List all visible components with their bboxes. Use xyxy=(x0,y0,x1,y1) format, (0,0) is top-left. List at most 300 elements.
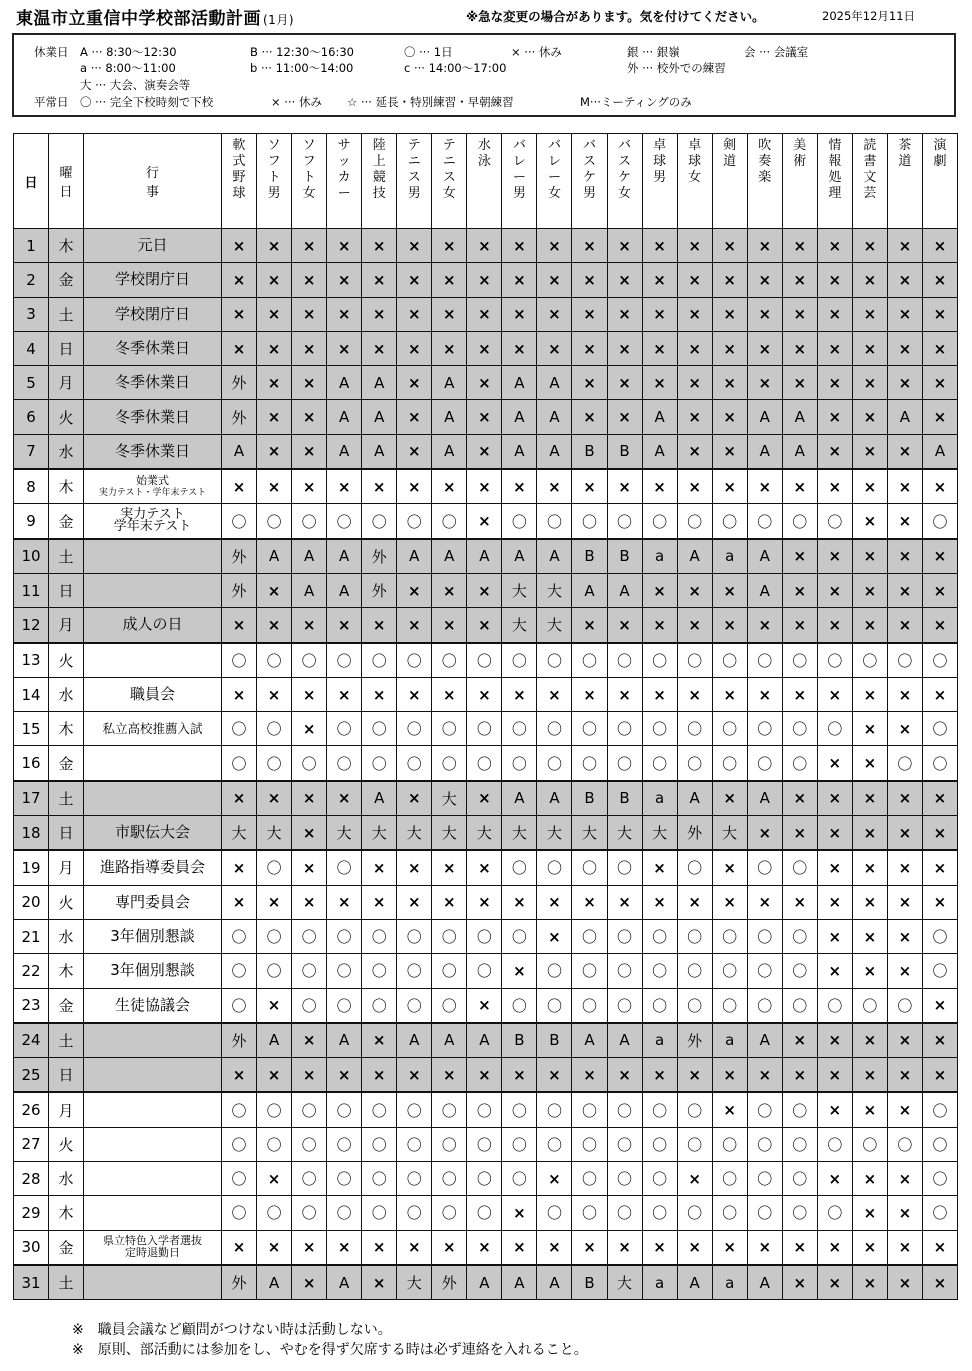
table-row xyxy=(14,643,958,678)
cell-activity: 〇 xyxy=(502,919,537,953)
cell-activity: × xyxy=(327,781,362,816)
cell-activity: × xyxy=(397,677,432,711)
cell-activity: 大 xyxy=(502,573,537,607)
cell-activity: 外 xyxy=(677,1023,712,1058)
cell-activity: × xyxy=(327,885,362,919)
cell-event: 元日 xyxy=(84,229,222,263)
cell-activity: × xyxy=(292,434,327,469)
cell-event: 冬季休業日 xyxy=(84,366,222,400)
cell-activity: × xyxy=(292,608,327,643)
cell-activity: × xyxy=(467,400,502,434)
cell-activity: × xyxy=(712,297,747,331)
cell-activity: 〇 xyxy=(257,1127,292,1161)
cell-activity: 〇 xyxy=(222,1092,257,1127)
cell-event xyxy=(84,1162,222,1196)
cell-activity: 〇 xyxy=(572,746,607,781)
cell-activity: × xyxy=(782,816,817,851)
cell-activity: A xyxy=(397,1023,432,1058)
cell-activity: × xyxy=(677,400,712,434)
cell-dow: 土 xyxy=(49,1023,84,1058)
header-club-char: 女 xyxy=(302,186,316,201)
cell-activity: 〇 xyxy=(677,504,712,539)
cell-dow: 水 xyxy=(49,919,84,953)
cell-activity: × xyxy=(677,885,712,919)
cell-activity: × xyxy=(432,229,467,263)
cell-activity: A xyxy=(572,573,607,607)
cell-activity: 〇 xyxy=(292,504,327,539)
header-club-char: 奏 xyxy=(758,154,772,169)
cell-activity: 〇 xyxy=(712,1196,747,1230)
cell-activity: 〇 xyxy=(257,1196,292,1230)
cell-event xyxy=(84,504,222,539)
header-club-char: 美 xyxy=(793,138,807,153)
cell-activity: × xyxy=(817,1092,852,1127)
cell-activity: × xyxy=(852,608,887,643)
cell-activity: × xyxy=(642,263,677,297)
cell-activity: × xyxy=(572,263,607,297)
table-row xyxy=(14,1023,958,1058)
cell-activity: × xyxy=(292,1058,327,1093)
cell-activity: × xyxy=(852,919,887,953)
cell-activity: × xyxy=(852,1058,887,1093)
cell-activity: A xyxy=(327,434,362,469)
cell-activity: × xyxy=(257,1058,292,1093)
cell-day: 8 xyxy=(14,469,49,504)
cell-activity: 〇 xyxy=(397,643,432,678)
cell-activity: × xyxy=(222,677,257,711)
cell-activity: × xyxy=(607,297,642,331)
cell-activity: × xyxy=(712,1092,747,1127)
header-club xyxy=(817,134,852,229)
cell-activity: 〇 xyxy=(572,988,607,1023)
legend-M: M···ミーティングのみ xyxy=(580,95,692,109)
cell-activity: 大 xyxy=(712,816,747,851)
cell-activity: B xyxy=(572,1265,607,1300)
cell-activity: × xyxy=(887,366,922,400)
cell-activity: × xyxy=(852,746,887,781)
legend-star: ☆ ··· 延長・特別練習・早朝練習 xyxy=(347,95,514,109)
cell-activity: × xyxy=(677,297,712,331)
page-title xyxy=(16,4,294,29)
cell-activity: 〇 xyxy=(572,1196,607,1230)
cell-activity: × xyxy=(782,781,817,816)
cell-activity: 〇 xyxy=(712,1127,747,1161)
event-line-2: 定時退勤日 xyxy=(125,1246,180,1260)
cell-activity: A xyxy=(292,539,327,574)
cell-activity: A xyxy=(537,434,572,469)
cell-activity: × xyxy=(922,573,957,607)
cell-activity: 〇 xyxy=(782,919,817,953)
legend-c: c ··· 14:00〜17:00 xyxy=(404,61,507,75)
cell-activity: × xyxy=(712,366,747,400)
cell-activity: × xyxy=(292,850,327,885)
cell-activity: × xyxy=(362,1023,397,1058)
header-club xyxy=(467,134,502,229)
cell-activity: 〇 xyxy=(432,988,467,1023)
cell-activity: a xyxy=(712,1265,747,1300)
event-line-2: 実力テスト・学年末テスト xyxy=(98,487,207,498)
legend-X-weekday: × ··· 休み xyxy=(271,95,322,109)
change-notice: ※急な変更の場合があります。気を付けてください。 xyxy=(466,9,765,24)
cell-activity: × xyxy=(817,850,852,885)
cell-activity: 〇 xyxy=(397,1092,432,1127)
cell-activity: × xyxy=(852,954,887,988)
cell-activity: × xyxy=(572,366,607,400)
table-row xyxy=(14,919,958,953)
header-club xyxy=(397,134,432,229)
cell-activity: × xyxy=(607,469,642,504)
cell-activity: a xyxy=(642,781,677,816)
cell-activity: a xyxy=(642,539,677,574)
cell-event: 3年個別懇談 xyxy=(84,919,222,953)
cell-event xyxy=(84,643,222,678)
cell-activity: × xyxy=(327,331,362,365)
cell-activity: × xyxy=(747,366,782,400)
cell-activity: × xyxy=(467,504,502,539)
cell-activity: × xyxy=(852,1162,887,1196)
legend-O-holiday: 〇 ··· 1日 xyxy=(404,45,453,59)
cell-activity: 〇 xyxy=(467,1196,502,1230)
cell-activity: 〇 xyxy=(257,1092,292,1127)
header-club xyxy=(222,134,257,229)
cell-activity: × xyxy=(397,400,432,434)
cell-activity: × xyxy=(922,781,957,816)
cell-activity: × xyxy=(817,816,852,851)
cell-activity: × xyxy=(467,781,502,816)
cell-activity: 〇 xyxy=(642,919,677,953)
cell-activity: 〇 xyxy=(607,643,642,678)
cell-activity: × xyxy=(572,229,607,263)
cell-activity: × xyxy=(887,816,922,851)
header-club-char: ニ xyxy=(407,154,421,169)
legend-soto: 外 ··· 校外での練習 xyxy=(627,61,726,75)
cell-activity: a xyxy=(712,1023,747,1058)
cell-activity: × xyxy=(817,331,852,365)
cell-event: 専門委員会 xyxy=(84,885,222,919)
cell-activity: × xyxy=(467,573,502,607)
cell-activity: × xyxy=(257,229,292,263)
header-club xyxy=(292,134,327,229)
cell-activity: × xyxy=(397,1058,432,1093)
cell-event: 生徒協議会 xyxy=(84,988,222,1023)
cell-activity: A xyxy=(572,1023,607,1058)
header-club xyxy=(747,134,782,229)
cell-activity: 〇 xyxy=(292,643,327,678)
cell-activity: × xyxy=(397,885,432,919)
table-row xyxy=(14,1058,958,1093)
cell-activity: 〇 xyxy=(292,954,327,988)
cell-activity: × xyxy=(327,1058,362,1093)
cell-activity: 〇 xyxy=(467,919,502,953)
activity-plan-table xyxy=(13,133,958,1300)
cell-activity: 〇 xyxy=(502,1092,537,1127)
cell-activity: × xyxy=(222,331,257,365)
cell-activity: A xyxy=(327,1023,362,1058)
cell-dow: 金 xyxy=(49,746,84,781)
cell-activity: × xyxy=(432,1058,467,1093)
table-row xyxy=(14,1265,958,1300)
table-row xyxy=(14,885,958,919)
cell-activity: 〇 xyxy=(362,1127,397,1161)
header-club-char: ス xyxy=(582,154,596,169)
cell-activity: 〇 xyxy=(747,988,782,1023)
cell-activity: × xyxy=(537,1162,572,1196)
cell-activity: 〇 xyxy=(712,643,747,678)
cell-activity: A xyxy=(537,366,572,400)
table-row xyxy=(14,781,958,816)
cell-activity: × xyxy=(887,677,922,711)
event-line-1: 県立特色入学者選抜 xyxy=(103,1234,202,1248)
cell-activity: × xyxy=(677,331,712,365)
cell-event xyxy=(84,1023,222,1058)
cell-activity: 〇 xyxy=(572,1092,607,1127)
cell-event: 冬季休業日 xyxy=(84,400,222,434)
header-club-char: 処 xyxy=(828,170,842,185)
cell-activity: 〇 xyxy=(222,712,257,746)
cell-activity: × xyxy=(817,469,852,504)
header-club-char: 情 xyxy=(828,138,842,153)
cell-activity: A xyxy=(677,539,712,574)
cell-activity: 〇 xyxy=(642,504,677,539)
cell-activity: × xyxy=(852,677,887,711)
cell-activity: A xyxy=(677,1265,712,1300)
cell-activity: A xyxy=(782,400,817,434)
header-club-char: レ xyxy=(512,154,526,169)
cell-activity: × xyxy=(572,608,607,643)
cell-activity: × xyxy=(782,1230,817,1265)
header-club-char: フ xyxy=(267,154,281,169)
cell-activity: × xyxy=(572,885,607,919)
cell-activity: × xyxy=(362,229,397,263)
cell-activity: 外 xyxy=(222,1265,257,1300)
cell-activity: 〇 xyxy=(292,1196,327,1230)
cell-activity: × xyxy=(922,263,957,297)
cell-activity: A xyxy=(257,1265,292,1300)
cell-dow: 土 xyxy=(49,539,84,574)
cell-activity: 〇 xyxy=(642,954,677,988)
header-club-char: 競 xyxy=(372,170,386,185)
cell-activity: × xyxy=(537,885,572,919)
header-club-char: ソ xyxy=(267,138,281,153)
cell-activity: 〇 xyxy=(817,1196,852,1230)
cell-activity: 〇 xyxy=(537,1127,572,1161)
cell-day: 10 xyxy=(14,539,49,574)
cell-activity: A xyxy=(642,434,677,469)
header-club-char: バ xyxy=(547,138,561,153)
cell-activity: 〇 xyxy=(642,712,677,746)
cell-activity: × xyxy=(257,781,292,816)
header-club-char: 道 xyxy=(898,154,912,169)
cell-activity: × xyxy=(852,1092,887,1127)
cell-activity: 大 xyxy=(607,816,642,851)
legend-B: B ··· 12:30〜16:30 xyxy=(250,45,354,59)
cell-activity: 〇 xyxy=(817,504,852,539)
cell-event xyxy=(84,746,222,781)
cell-activity: × xyxy=(887,469,922,504)
cell-activity: A xyxy=(432,539,467,574)
cell-activity: 〇 xyxy=(362,504,397,539)
cell-activity: 外 xyxy=(432,1265,467,1300)
cell-activity: × xyxy=(362,297,397,331)
cell-activity: × xyxy=(607,1058,642,1093)
cell-activity: B xyxy=(537,1023,572,1058)
cell-activity: × xyxy=(817,539,852,574)
cell-activity: 〇 xyxy=(922,1162,957,1196)
cell-activity: × xyxy=(712,434,747,469)
cell-activity: 〇 xyxy=(747,954,782,988)
cell-activity: A xyxy=(677,781,712,816)
cell-activity: × xyxy=(502,1196,537,1230)
cell-activity: A xyxy=(607,1023,642,1058)
cell-day: 21 xyxy=(14,919,49,953)
footnotes xyxy=(72,1320,588,1360)
cell-day: 3 xyxy=(14,297,49,331)
cell-activity: 〇 xyxy=(397,1196,432,1230)
cell-activity: 〇 xyxy=(537,1196,572,1230)
cell-day: 19 xyxy=(14,850,49,885)
cell-activity: × xyxy=(397,781,432,816)
cell-activity: × xyxy=(292,1230,327,1265)
header-club-char: 野 xyxy=(232,170,246,185)
header-club-char: テ xyxy=(442,138,456,153)
cell-activity: × xyxy=(397,366,432,400)
cell-activity: × xyxy=(677,677,712,711)
cell-dow: 土 xyxy=(49,297,84,331)
cell-activity: 〇 xyxy=(502,988,537,1023)
cell-activity: 〇 xyxy=(922,1196,957,1230)
header-club-char: 劇 xyxy=(933,154,947,169)
cell-activity: × xyxy=(712,677,747,711)
cell-activity: A xyxy=(747,1023,782,1058)
cell-activity: 〇 xyxy=(782,988,817,1023)
header-club-char: 陸 xyxy=(372,138,386,153)
cell-activity: 〇 xyxy=(327,1127,362,1161)
table-row xyxy=(14,469,958,504)
cell-activity: 〇 xyxy=(747,712,782,746)
cell-activity: × xyxy=(467,608,502,643)
cell-day: 5 xyxy=(14,366,49,400)
cell-activity: 〇 xyxy=(572,850,607,885)
header-event xyxy=(84,134,222,229)
header-club xyxy=(922,134,957,229)
cell-activity: 〇 xyxy=(327,746,362,781)
cell-activity: B xyxy=(607,781,642,816)
cell-activity: × xyxy=(677,1230,712,1265)
cell-event: 冬季休業日 xyxy=(84,331,222,365)
cell-dow: 水 xyxy=(49,1162,84,1196)
cell-activity: × xyxy=(222,297,257,331)
cell-activity: × xyxy=(782,229,817,263)
header-event-char: 行 xyxy=(145,166,159,181)
table-row xyxy=(14,539,958,574)
cell-activity: 大 xyxy=(537,608,572,643)
cell-activity: 大 xyxy=(257,816,292,851)
cell-activity: 〇 xyxy=(257,504,292,539)
cell-activity: × xyxy=(362,677,397,711)
cell-activity: × xyxy=(852,400,887,434)
cell-activity: × xyxy=(467,677,502,711)
cell-activity: B xyxy=(607,434,642,469)
header-club-char: ト xyxy=(267,170,281,185)
cell-activity: × xyxy=(712,608,747,643)
cell-activity: × xyxy=(327,677,362,711)
cell-activity: × xyxy=(257,366,292,400)
cell-dow: 火 xyxy=(49,400,84,434)
cell-day: 23 xyxy=(14,988,49,1023)
cell-activity: × xyxy=(362,850,397,885)
cell-activity: × xyxy=(257,1230,292,1265)
cell-activity: 〇 xyxy=(362,1162,397,1196)
header-club-char: レ xyxy=(547,154,561,169)
cell-activity: × xyxy=(852,1023,887,1058)
cell-activity: × xyxy=(712,781,747,816)
cell-event: 学校閉庁日 xyxy=(84,297,222,331)
cell-activity: × xyxy=(922,1023,957,1058)
cell-activity: × xyxy=(887,1265,922,1300)
legend-weekday-label: 平常日 xyxy=(34,95,69,109)
cell-activity: × xyxy=(257,1162,292,1196)
cell-activity: 〇 xyxy=(642,1127,677,1161)
header-club-char: 球 xyxy=(653,154,667,169)
cell-activity: B xyxy=(607,539,642,574)
cell-event xyxy=(84,1265,222,1300)
cell-activity: A xyxy=(327,400,362,434)
cell-activity: 〇 xyxy=(677,988,712,1023)
cell-activity: × xyxy=(397,331,432,365)
cell-day: 28 xyxy=(14,1162,49,1196)
header-club-char: ッ xyxy=(337,154,351,169)
cell-activity: × xyxy=(467,366,502,400)
cell-activity: × xyxy=(922,366,957,400)
cell-activity: × xyxy=(397,229,432,263)
cell-activity: × xyxy=(782,263,817,297)
cell-activity: 〇 xyxy=(222,1196,257,1230)
cell-dow: 月 xyxy=(49,608,84,643)
cell-activity: 〇 xyxy=(677,643,712,678)
cell-activity: 〇 xyxy=(782,643,817,678)
cell-activity: 〇 xyxy=(257,746,292,781)
cell-dow: 水 xyxy=(49,677,84,711)
event-line-1: 始業式 xyxy=(136,473,169,487)
cell-activity: 〇 xyxy=(677,712,712,746)
cell-activity: A xyxy=(537,1265,572,1300)
header-club xyxy=(257,134,292,229)
table-row xyxy=(14,1230,958,1265)
cell-activity: 〇 xyxy=(782,1127,817,1161)
cell-activity: × xyxy=(432,469,467,504)
cell-activity: A xyxy=(467,1265,502,1300)
cell-activity: × xyxy=(257,297,292,331)
header-club-char: 卓 xyxy=(688,138,702,153)
cell-activity: 〇 xyxy=(922,919,957,953)
cell-activity: 大 xyxy=(537,816,572,851)
cell-activity: × xyxy=(362,469,397,504)
cell-activity: × xyxy=(677,263,712,297)
cell-activity: × xyxy=(782,331,817,365)
cell-day: 27 xyxy=(14,1127,49,1161)
cell-activity: 〇 xyxy=(432,1196,467,1230)
cell-activity: 〇 xyxy=(257,850,292,885)
cell-activity: 大 xyxy=(467,816,502,851)
cell-activity: 大 xyxy=(397,816,432,851)
cell-activity: 〇 xyxy=(817,1127,852,1161)
cell-activity: × xyxy=(607,1230,642,1265)
cell-activity: × xyxy=(712,331,747,365)
cell-activity: 〇 xyxy=(677,919,712,953)
cell-activity: 〇 xyxy=(887,643,922,678)
cell-activity: × xyxy=(432,1230,467,1265)
header-club-char: 水 xyxy=(477,138,491,153)
